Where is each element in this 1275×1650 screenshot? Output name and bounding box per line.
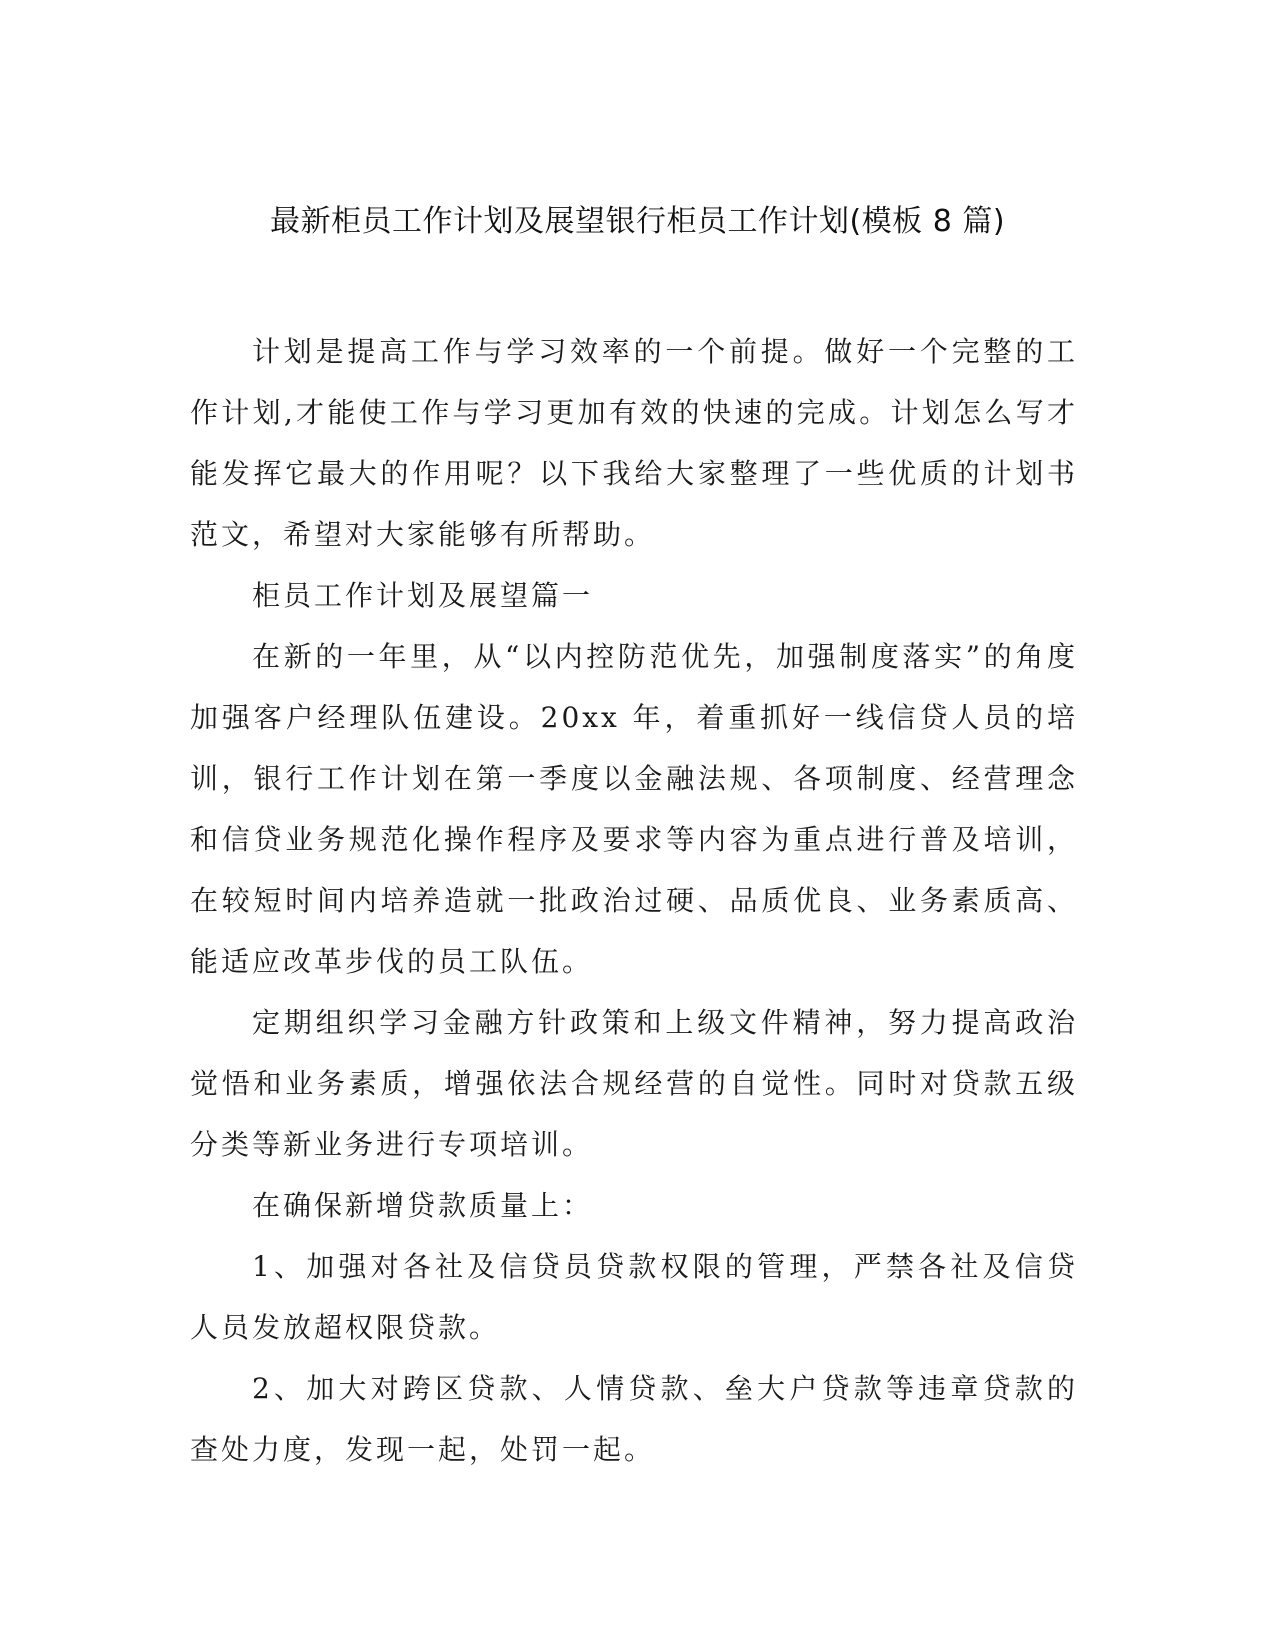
paragraph: 在新的一年里，从“以内控防范优先，加强制度落实”的角度加强客户经理队伍建设。20xx 年，着重抓好一线信贷人员的培训，银行工作计划在第一季度以金融法规、各项制度、经营理念和信贷业务规范化操作程序及要求等内容为重点进行普及培训，在较短时间内培养造就一批政治过硬、品质优良、业务素质高、能适应改革步伐的员工队伍。 bbox=[190, 640, 1078, 978]
list-item: 2、加大对跨区贷款、人情贷款、垒大户贷款等违章贷款的查处力度，发现一起，处罚一起。 bbox=[190, 1372, 1078, 1466]
document-body bbox=[190, 321, 1078, 1480]
section-heading: 柜员工作计划及展望篇一 bbox=[252, 579, 594, 612]
paragraph: 在确保新增贷款质量上： bbox=[252, 1189, 594, 1222]
paragraph: 定期组织学习金融方针政策和上级文件精神，努力提高政治觉悟和业务素质，增强依法合规经营的自觉性。同时对贷款五级分类等新业务进行专项培训。 bbox=[190, 1006, 1078, 1161]
list-item: 1、加强对各社及信贷员贷款权限的管理，严禁各社及信贷人员发放超权限贷款。 bbox=[190, 1250, 1078, 1344]
document-title: 最新柜员工作计划及展望银行柜员工作计划(模板 8 篇) bbox=[269, 204, 1006, 239]
paragraph-intro: 计划是提高工作与学习效率的一个前提。做好一个完整的工作计划,才能使工作与学习更加有效的快速的完成。计划怎么写才能发挥它最大的作用呢？以下我给大家整理了一些优质的计划书范文，希望对大家能够有所帮助。 bbox=[190, 335, 1078, 551]
